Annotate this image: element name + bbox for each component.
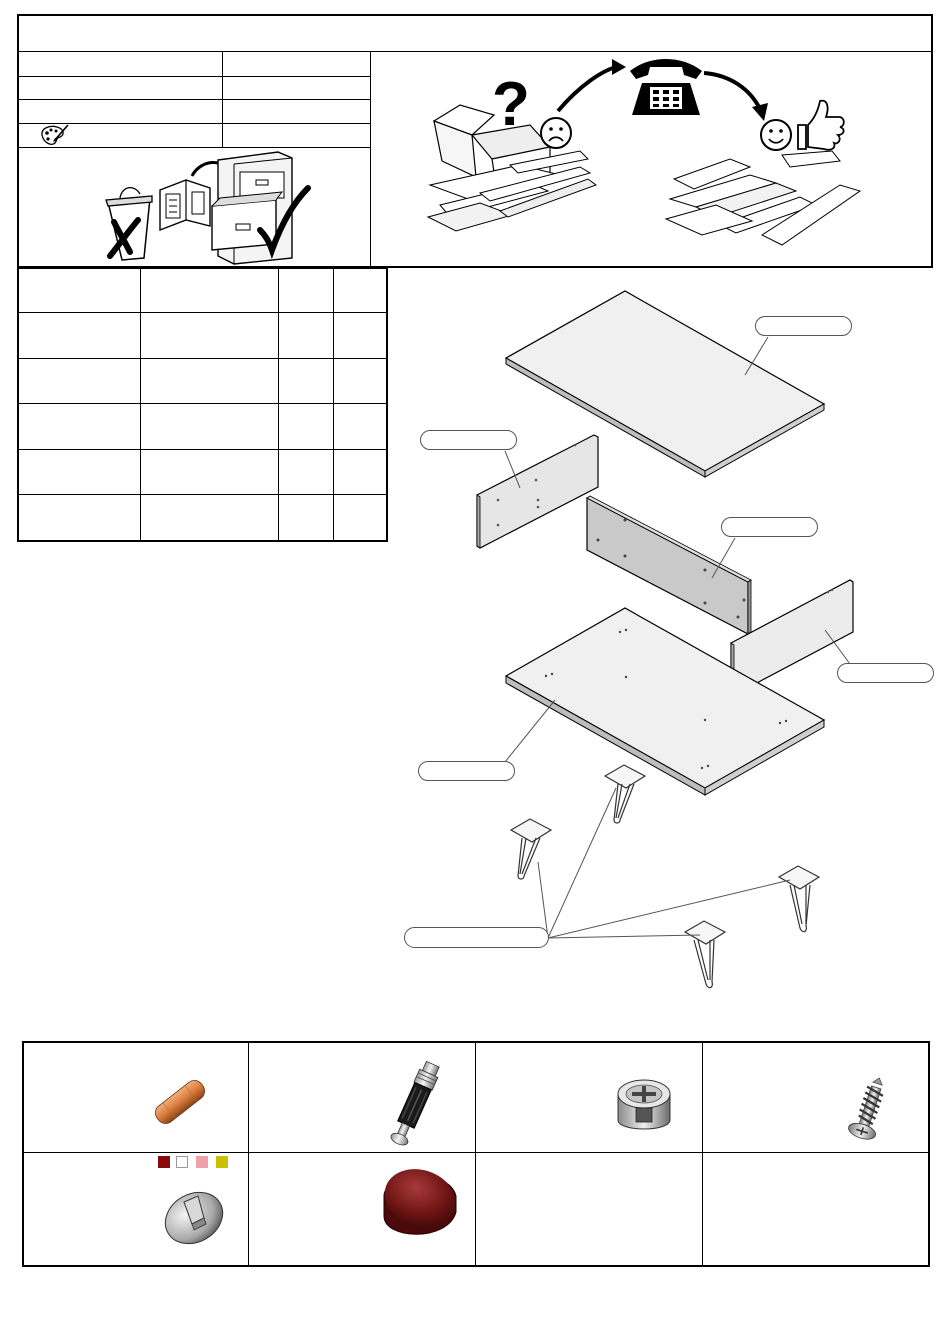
wooden-dowel-icon — [148, 1074, 212, 1130]
cam-lock-icon — [612, 1070, 676, 1140]
hairpin-leg — [779, 866, 819, 932]
hairpin-leg — [685, 921, 725, 988]
felt-pad-icon — [378, 1166, 462, 1246]
callout-back-panel — [721, 517, 818, 537]
cam-bolt-icon — [378, 1058, 450, 1150]
swatch-color-1 — [158, 1156, 170, 1168]
swatch-color-2 — [176, 1156, 188, 1168]
left-side-panel — [477, 435, 598, 548]
callout-left-side-panel — [420, 430, 517, 450]
wood-screw-icon — [842, 1082, 892, 1150]
leader-line — [538, 788, 790, 938]
swatch-color-4 — [216, 1156, 228, 1168]
cover-cap-icon — [158, 1180, 228, 1250]
hairpin-leg — [605, 765, 645, 823]
swatch-color-3 — [196, 1156, 208, 1168]
callout-top-panel — [755, 316, 852, 336]
callout-right-side-panel — [837, 663, 934, 683]
question-mark-icon: ? — [492, 70, 530, 139]
hairpin-leg — [511, 819, 551, 879]
callout-bottom-panel — [418, 761, 515, 781]
callout-legs — [404, 927, 549, 948]
leader-line — [505, 700, 555, 762]
